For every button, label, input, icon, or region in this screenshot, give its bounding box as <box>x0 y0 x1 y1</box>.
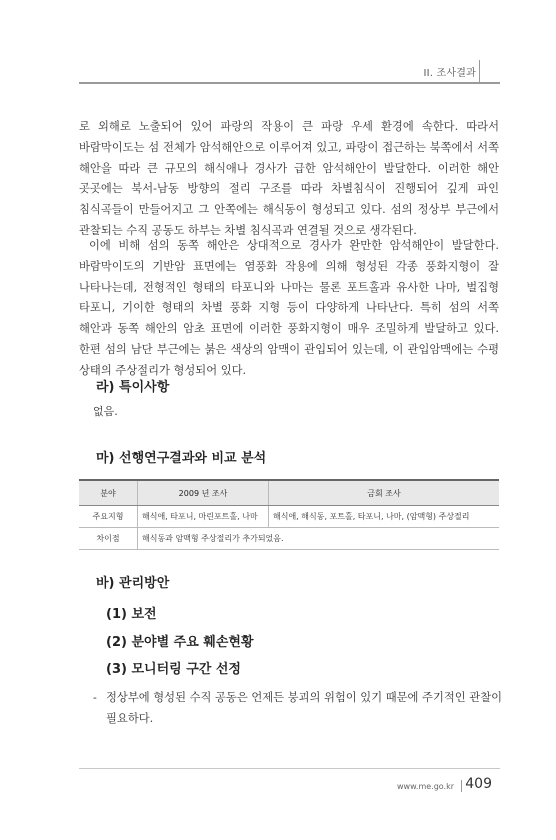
bullet-mark: - <box>93 691 97 704</box>
body-paragraph: 로 외해로 노출되어 있어 파랑의 작용이 큰 파랑 우세 환경에 속한다. 따라서 바람막이도는 섬 전체가 암석해안으로 이루어져 있고, 파랑이 접근하는 북쪽에서 서쪽 해안을 따라 큰 규모의 해식애나 경사가 급한 암석해안이 발달한다. 이러한 해안 곳곳에는 북서-남동 방향의 절리 구조를 따라 차별침식이 진행되어 깊게 파인 침식곡들이 만들어지고 그 안쪽에는 해식동이 형성되고 있다. 섬의 정상부 부근에서 관찰되는 수직 공동도 하부는 차별 침식곡과 연결될 것으로 생각된다. <box>79 120 499 237</box>
comparison-table <box>79 479 499 550</box>
footer-url: www.me.go.kr <box>397 782 454 791</box>
subheading-damage-status: (2) 분야별 주요 훼손현황 <box>106 635 254 650</box>
table-row <box>79 528 499 550</box>
table-cell: 해식애, 타포니, 마린포트홀, 나마 <box>138 506 269 528</box>
table-cell: 해식동과 암맥형 주상절리가 추가되었음. <box>138 528 500 550</box>
subheading-conservation: (1) 보전 <box>106 607 157 622</box>
section-heading-special-notes: 라) 특이사항 <box>96 380 170 395</box>
table-header-cell: 금회 조사 <box>269 480 500 506</box>
bullet-text: 정상부에 형성된 수직 공동은 언제든 붕괴의 위험이 있기 때문에 주기적인 관찰이 필요하다. <box>106 691 503 725</box>
table-cell: 해식애, 해식동, 포트홀, 타포니, 나마, (암맥형) 주상절리 <box>269 506 500 528</box>
running-header: II. 조사결과 <box>423 68 476 79</box>
table-cell: 주요지형 <box>79 506 138 528</box>
table-header-cell: 2009 년 조사 <box>138 480 269 506</box>
footer-rule <box>79 768 500 769</box>
header-rule <box>79 82 500 84</box>
subheading-monitoring: (3) 모니터링 구간 선정 <box>106 662 241 677</box>
section-heading-comparison: 마) 선행연구결과와 비교 분석 <box>96 451 267 466</box>
table-header-cell: 분야 <box>79 480 138 506</box>
header-divider <box>479 60 480 82</box>
bullet-item <box>93 687 503 729</box>
special-notes-text: 없음. <box>93 405 118 418</box>
section-heading-management: 바) 관리방안 <box>96 576 170 591</box>
body-paragraph: 이에 비해 섬의 동쪽 해안은 상대적으로 경사가 완만한 암석해안이 발달한다. 바람막이도의 기반암 표면에는 염풍화 작용에 의해 형성된 각종 풍화지형이 잘 나타나는데, 전형적인 형태의 타포니와 나마는 물론 포트홀과 유사한 나마, 벌집형 타포니, 기이한 형태의 차별 풍화 지형 등이 다양하게 나타난다. 특히 섬의 서쪽 해안과 동쪽 해안의 암초 표면에 이러한 풍화지형이 매우 조밀하게 발달하고 있다. 한편 섬의 남단 부근에는 붉은 색상의 암맥이 관입되어 있는데, 이 관입암맥에는 수평 상태의 주상절리가 형성되어 있다. <box>79 239 499 377</box>
table-cell: 차이점 <box>79 528 138 550</box>
footer-divider <box>461 780 462 792</box>
page-number: 409 <box>465 776 492 792</box>
table-row <box>79 506 499 528</box>
table-header-row <box>79 480 499 506</box>
